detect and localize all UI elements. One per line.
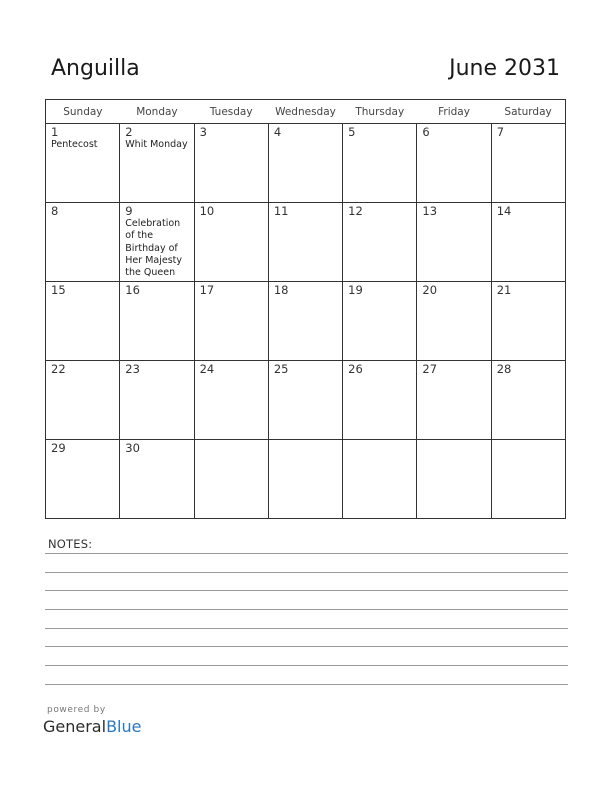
day-cell	[194, 361, 268, 440]
weekday-header: Friday	[417, 100, 491, 124]
calendar-month-title: June 2031	[449, 56, 560, 81]
day-cell	[417, 124, 491, 203]
day-number: 7	[496, 125, 505, 139]
day-number: 5	[348, 125, 356, 139]
day-number: 27	[422, 362, 438, 376]
day-number: 18	[273, 283, 289, 297]
day-number: 16	[125, 283, 140, 297]
day-number: 30	[125, 441, 140, 455]
day-cell	[194, 440, 268, 519]
day-cell	[491, 282, 565, 361]
note-line	[45, 684, 568, 685]
day-cell	[194, 203, 268, 282]
weekday-header: Monday	[120, 100, 194, 124]
day-number: 9	[125, 204, 133, 218]
day-number: 15	[51, 283, 66, 297]
day-cell	[120, 361, 194, 440]
weekday-header: Sunday	[46, 100, 120, 124]
day-cell	[491, 440, 565, 519]
day-number: 17	[199, 283, 215, 297]
note-line	[45, 553, 568, 554]
day-number: 11	[273, 204, 289, 218]
day-cell	[120, 282, 194, 361]
weekday-header: Wednesday	[268, 100, 342, 124]
day-cell	[343, 282, 417, 361]
day-cell	[417, 282, 491, 361]
day-number: 24	[199, 362, 215, 376]
note-line	[45, 646, 568, 647]
calendar-grid	[45, 99, 566, 519]
day-cell	[46, 124, 120, 203]
day-cell	[491, 361, 565, 440]
day-cell	[417, 440, 491, 519]
holiday-label: Pentecost	[51, 139, 98, 150]
day-cell	[343, 124, 417, 203]
day-number: 8	[51, 204, 59, 218]
note-line	[45, 665, 568, 666]
day-cell	[46, 203, 120, 282]
note-line	[45, 628, 568, 629]
day-number: 29	[51, 441, 66, 455]
day-number: 23	[125, 362, 140, 376]
note-line	[45, 609, 568, 610]
day-cell	[120, 440, 194, 519]
day-number: 22	[51, 362, 66, 376]
day-number: 12	[348, 204, 363, 218]
day-number: 6	[422, 125, 430, 139]
day-number: 2	[125, 125, 133, 139]
day-cell	[417, 203, 491, 282]
week-row	[46, 124, 566, 203]
week-row	[46, 440, 566, 519]
week-row	[46, 282, 566, 361]
note-line	[45, 590, 568, 591]
day-cell	[120, 203, 194, 282]
day-number: 28	[496, 362, 512, 376]
calendar-country-title: Anguilla	[51, 56, 140, 81]
week-row	[46, 203, 566, 282]
generalblue-logo	[43, 717, 141, 736]
day-cell	[491, 203, 565, 282]
day-cell	[343, 203, 417, 282]
day-number: 10	[199, 204, 215, 218]
day-number: 1	[51, 125, 59, 139]
day-number: 19	[348, 283, 363, 297]
holiday-label: Whit Monday	[125, 139, 188, 150]
day-cell	[268, 203, 342, 282]
day-number: 4	[273, 125, 282, 139]
weekday-header-row	[46, 100, 566, 124]
day-cell	[46, 440, 120, 519]
notes-label: NOTES:	[48, 537, 93, 551]
day-cell	[46, 361, 120, 440]
day-number: 21	[496, 283, 512, 297]
day-cell	[194, 282, 268, 361]
day-cell	[343, 361, 417, 440]
day-cell	[268, 282, 342, 361]
day-cell	[268, 440, 342, 519]
day-cell	[268, 124, 342, 203]
day-number: 14	[496, 204, 512, 218]
weekday-header: Thursday	[343, 100, 417, 124]
logo-blue: Blue	[106, 717, 142, 736]
day-cell	[268, 361, 342, 440]
day-cell	[120, 124, 194, 203]
logo-general: General	[43, 717, 107, 736]
day-number: 20	[422, 283, 438, 297]
day-number: 13	[422, 204, 438, 218]
note-line	[45, 572, 568, 573]
day-number: 26	[348, 362, 363, 376]
holiday-label: Celebration of the Birthday of Her Majesty the Queen	[125, 218, 182, 279]
weekday-header: Tuesday	[194, 100, 268, 124]
day-cell	[343, 440, 417, 519]
day-cell	[491, 124, 565, 203]
day-number: 25	[273, 362, 289, 376]
week-row	[46, 361, 566, 440]
weekday-header: Saturday	[491, 100, 565, 124]
day-cell	[194, 124, 268, 203]
day-cell	[46, 282, 120, 361]
day-number: 3	[199, 125, 207, 139]
day-cell	[417, 361, 491, 440]
powered-by-text: powered by	[47, 705, 106, 715]
